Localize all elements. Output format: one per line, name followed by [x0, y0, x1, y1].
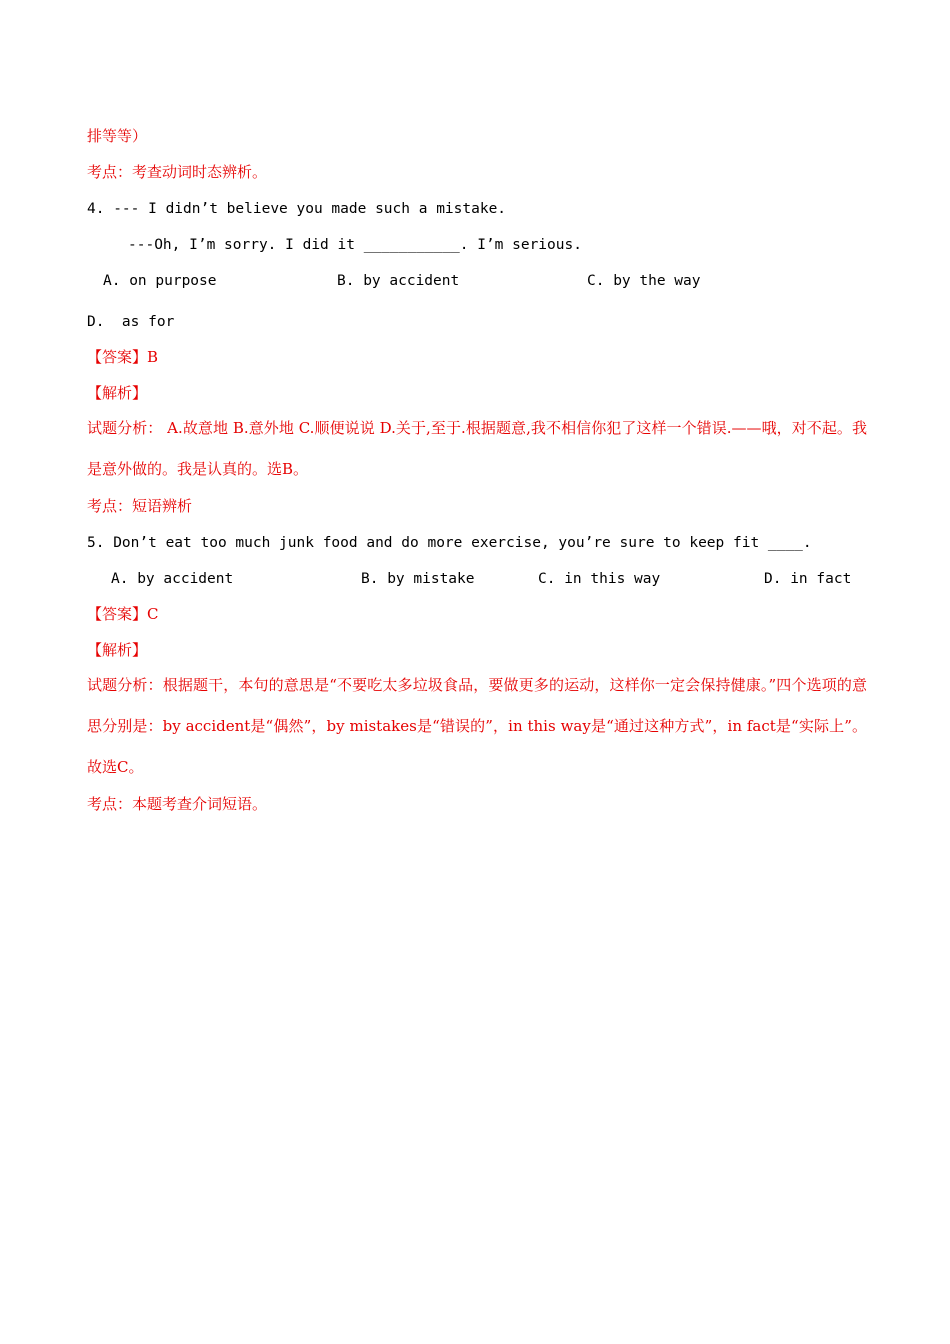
q5-analysis-title: 【解析】 [87, 641, 148, 659]
q5-option-d: D. in fact [764, 571, 852, 587]
q5-stem: 5. Don’t eat too much junk food and do more exercise, you’re sure to keep fit ____. [87, 535, 812, 551]
q4-reply: ---Oh, I’m sorry. I did it ___________. I’m serious. [128, 237, 582, 253]
q4-analysis-title: 【解析】 [87, 384, 148, 402]
q4-option-c: C. by the way [587, 273, 701, 289]
q4-option-a: A. on purpose [103, 273, 217, 289]
q4-option-b: B. by accident [337, 273, 460, 289]
prev-point: 考点：考查动词时态辨析。 [87, 163, 268, 181]
prev-analysis-tail: 排等等） [87, 127, 148, 145]
q4-option-d: D. as for [87, 314, 175, 330]
q5-option-b: B. by mistake [361, 571, 475, 587]
q4-answer: 【答案】B [87, 348, 159, 366]
q5-option-c: C. in this way [538, 571, 661, 587]
q4-point: 考点：短语辨析 [87, 497, 193, 515]
q5-answer: 【答案】C [87, 605, 159, 623]
q4-analysis: 试题分析： A.故意地 B.意外地 C.顺便说说 D.关于,至于.根据题意,我不相信你犯了这样一个错误.——哦，对不起。我是意外做的。我是认真的。选B。 [87, 419, 867, 478]
q5-point: 考点：本题考查介词短语。 [87, 795, 268, 813]
q5-option-a: A. by accident [111, 571, 234, 587]
q5-analysis: 试题分析：根据题干，本句的意思是“不要吃太多垃圾食品，要做更多的运动，这样你一定会保持健康。”四个选项的意思分别是：by accident是“偶然”，by mistakes是“错误的”，in this way是“通过这种方式”，in fact是“实际上”。故选C。 [87, 676, 867, 776]
q4-stem: 4. --- I didn’t believe you made such a mistake. [87, 201, 507, 217]
